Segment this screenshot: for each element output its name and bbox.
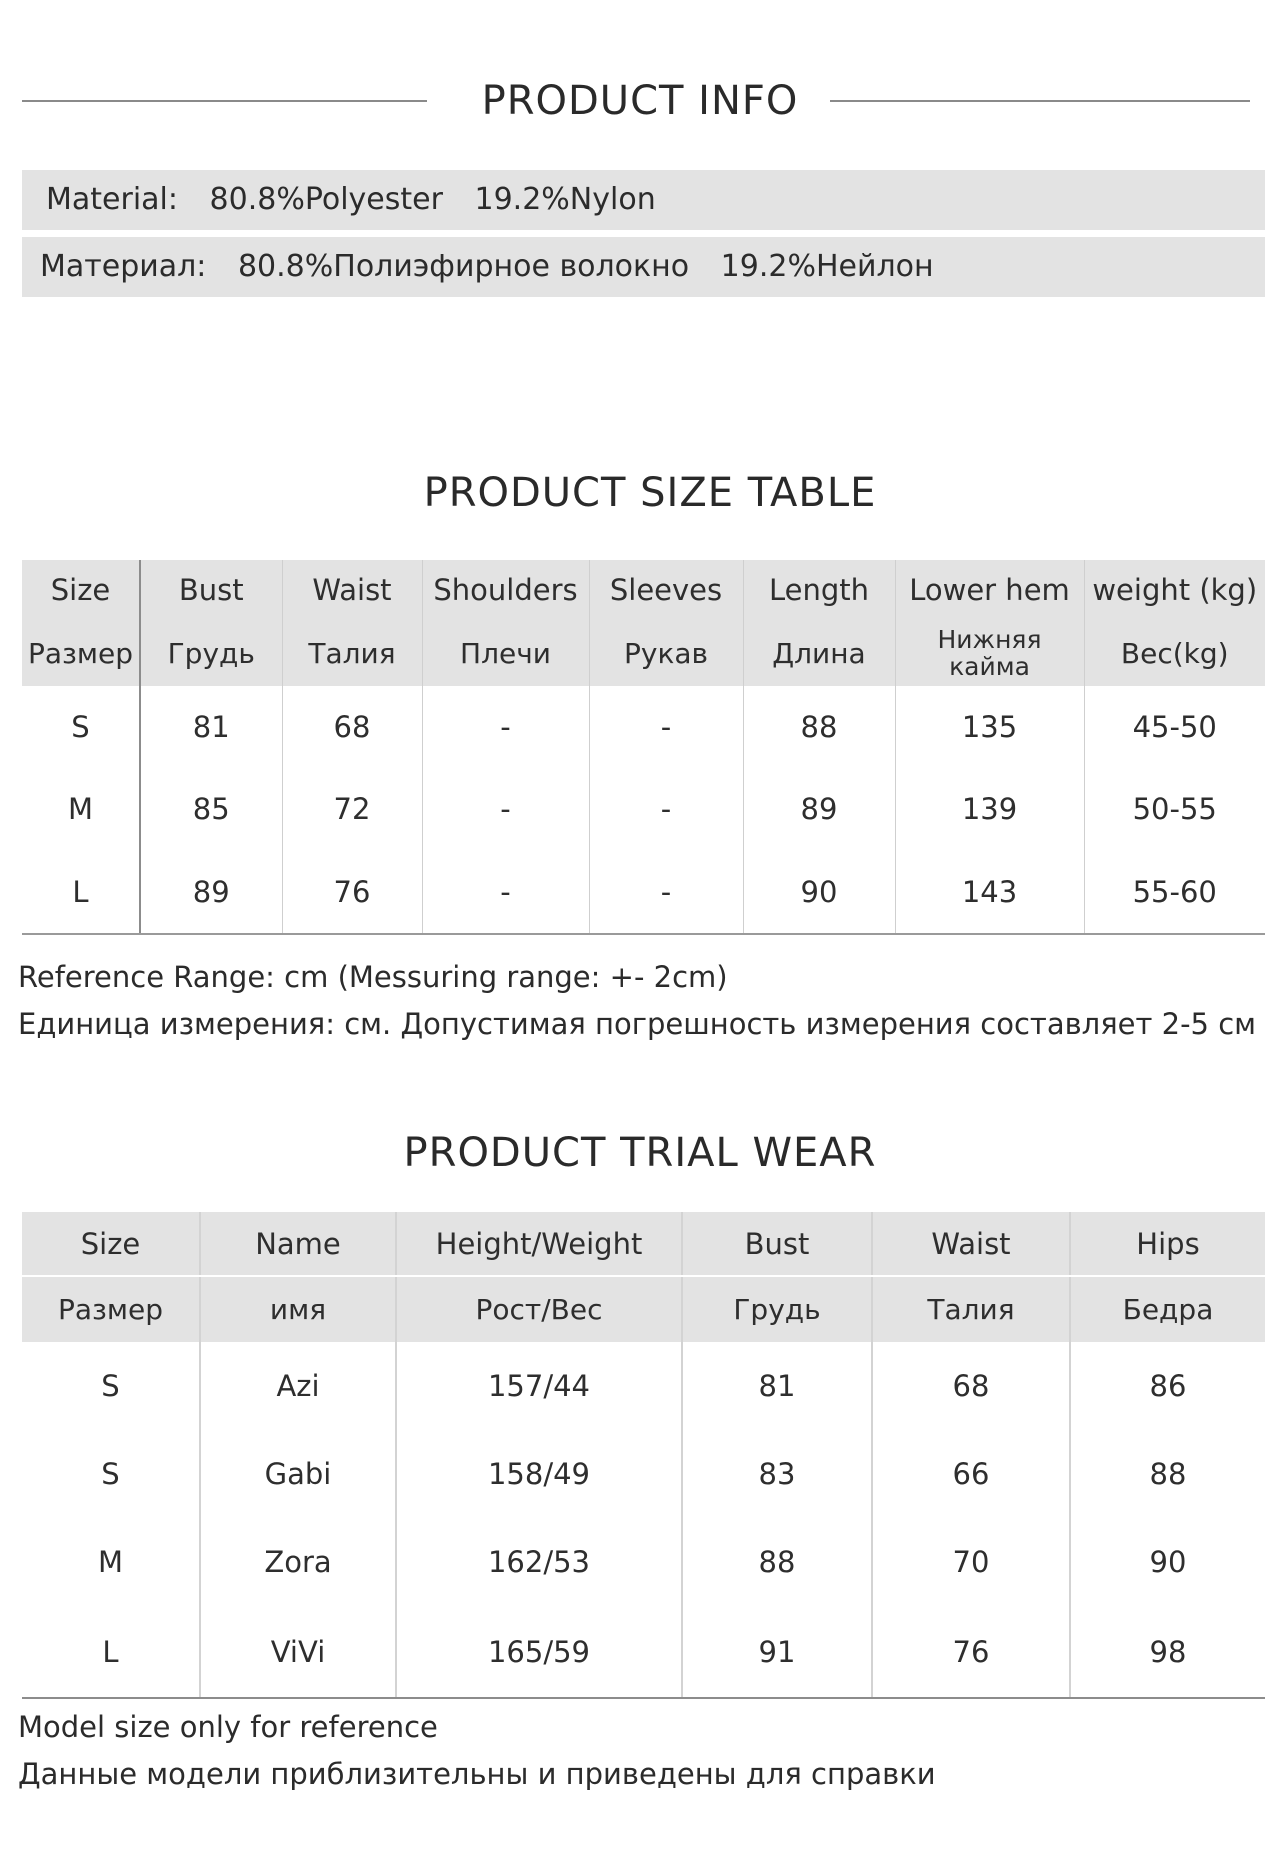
bust-header-ru: Грудь [140, 620, 282, 686]
model-reference-note: Model size only for reference [18, 1710, 438, 1744]
length-cell: 90 [743, 850, 895, 934]
waist-header-ru: Талия [282, 620, 422, 686]
table-row [22, 686, 1265, 768]
trial-wear-title: PRODUCT TRIAL WEAR [403, 1130, 877, 1176]
bust-cell: 91 [682, 1606, 872, 1698]
table-row [22, 1606, 1265, 1698]
size-header: Size [22, 560, 140, 620]
size-table [22, 560, 1265, 935]
table-row [22, 850, 1265, 934]
waist-cell: 68 [872, 1342, 1070, 1430]
material-nylon: 19.2%Nylon [474, 182, 656, 217]
bust-header-ru: Грудь [682, 1276, 872, 1342]
bust-cell: 83 [682, 1430, 872, 1518]
height-weight-cell: 157/44 [396, 1342, 682, 1430]
waist-cell: 76 [872, 1606, 1070, 1698]
weight-header: weight (kg) [1084, 560, 1265, 620]
waist-cell: 72 [282, 768, 422, 850]
hips-header: Hips [1070, 1212, 1265, 1276]
material-row-en [22, 170, 1265, 230]
size-reference-note: Reference Range: cm (Messuring range: +- 2cm) [18, 960, 728, 994]
bust-cell: 81 [140, 686, 282, 768]
length-cell: 88 [743, 686, 895, 768]
size-cell: L [22, 850, 140, 934]
size-header-ru: Размер [22, 1276, 200, 1342]
size-cell: M [67, 792, 94, 826]
size-cell: M [97, 1545, 124, 1579]
sleeves-header-ru: Рукав [589, 620, 743, 686]
waist-cell: 76 [282, 850, 422, 934]
waist-header-ru: Талия [872, 1276, 1070, 1342]
name-header-ru: имя [200, 1276, 396, 1342]
length-header-ru: Длина [743, 620, 895, 686]
weight-cell: 45-50 [1084, 686, 1265, 768]
size-cell: S [101, 1369, 120, 1403]
size-reference-note-ru: Единица измерения: см. Допустимая погрешность измерения составляет 2-5 см [18, 1007, 1257, 1041]
bust-cell: 88 [682, 1518, 872, 1606]
bust-cell: 81 [682, 1342, 872, 1430]
table-row [22, 1518, 1265, 1606]
size-cell: S [71, 710, 90, 744]
material-polyester: 80.8%Polyester [209, 182, 443, 217]
name-cell: ViVi [200, 1606, 396, 1698]
length-header: Length [743, 560, 895, 620]
lower-hem-header-ru-text: Нижняя кайма [937, 625, 1042, 681]
height-weight-header: Height/Weight [396, 1212, 682, 1276]
waist-header: Waist [872, 1212, 1070, 1276]
hips-header-ru: Бедра [1070, 1276, 1265, 1342]
shoulders-cell: - [422, 850, 589, 934]
material-polyester-ru: 80.8%Полиэфирное волокно [237, 249, 690, 284]
table-row [22, 1430, 1265, 1518]
weight-cell: 55-60 [1084, 850, 1265, 934]
bust-cell: 89 [140, 850, 282, 934]
material-label-ru: Материал: [40, 249, 207, 284]
height-weight-header-ru: Рост/Вес [396, 1276, 682, 1342]
height-weight-cell: 162/53 [396, 1518, 682, 1606]
size-cell: S [101, 1457, 120, 1491]
product-info-title: PRODUCT INFO [481, 78, 799, 124]
bust-header: Bust [682, 1212, 872, 1276]
waist-cell: 70 [872, 1518, 1070, 1606]
material-row-ru [22, 237, 1265, 297]
hips-cell: 90 [1070, 1518, 1265, 1606]
name-cell: Azi [200, 1342, 396, 1430]
size-cell: L [22, 1606, 200, 1698]
bust-header: Bust [140, 560, 282, 620]
material-label: Material: [46, 182, 178, 217]
shoulders-cell: - [422, 686, 589, 768]
shoulders-header: Shoulders [422, 560, 589, 620]
table-row [22, 1342, 1265, 1430]
lower-hem-cell: 139 [895, 768, 1084, 850]
name-cell: Zora [200, 1518, 396, 1606]
shoulders-header-ru: Плечи [422, 620, 589, 686]
sleeves-cell: - [589, 768, 743, 850]
material-nylon-ru: 19.2%Нейлон [720, 249, 934, 284]
length-cell: 89 [743, 768, 895, 850]
waist-cell: 66 [872, 1430, 1070, 1518]
trial-wear-table [22, 1212, 1265, 1699]
sleeves-cell: - [589, 850, 743, 934]
shoulders-cell: - [422, 768, 589, 850]
lower-hem-header-ru [895, 620, 1084, 686]
waist-cell: 68 [282, 686, 422, 768]
weight-cell: 50-55 [1084, 768, 1265, 850]
weight-header-ru: Вес(kg) [1084, 620, 1265, 686]
lower-hem-header: Lower hem [895, 560, 1084, 620]
name-header: Name [200, 1212, 396, 1276]
name-cell: Gabi [200, 1430, 396, 1518]
height-weight-cell: 165/59 [396, 1606, 682, 1698]
sleeves-cell: - [589, 686, 743, 768]
hips-cell: 98 [1070, 1606, 1265, 1698]
size-table-title: PRODUCT SIZE TABLE [423, 470, 877, 516]
hips-cell: 88 [1070, 1430, 1265, 1518]
size-header-ru: Размер [22, 620, 140, 686]
bust-cell: 85 [140, 768, 282, 850]
sleeves-header: Sleeves [589, 560, 743, 620]
lower-hem-cell: 135 [895, 686, 1084, 768]
size-header: Size [22, 1212, 200, 1276]
hips-cell: 86 [1070, 1342, 1265, 1430]
table-row [22, 768, 1265, 850]
waist-header: Waist [282, 560, 422, 620]
model-reference-note-ru: Данные модели приблизительны и приведены для справки [18, 1757, 936, 1791]
lower-hem-cell: 143 [895, 850, 1084, 934]
height-weight-cell: 158/49 [396, 1430, 682, 1518]
